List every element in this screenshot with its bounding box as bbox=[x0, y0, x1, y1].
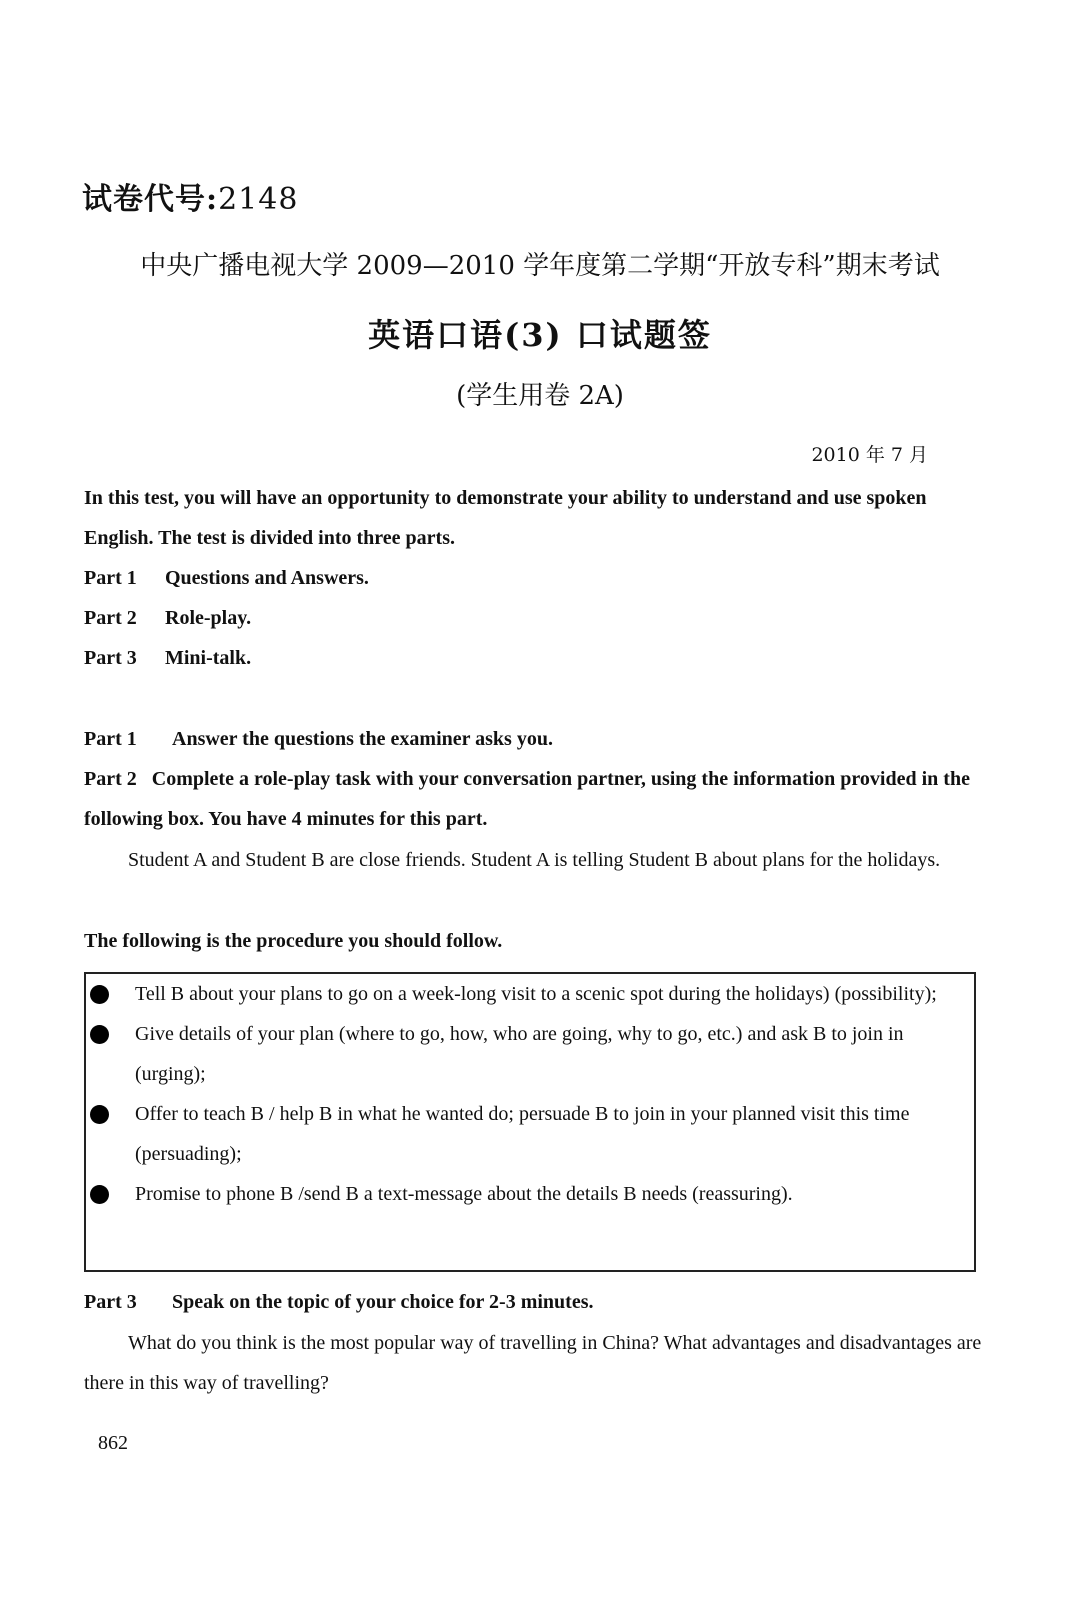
part3-line bbox=[84, 1282, 996, 1322]
procedure-heading: The following is the procedure you should follow. bbox=[84, 930, 503, 952]
part3-section bbox=[84, 1282, 996, 1322]
intro-part-3 bbox=[84, 638, 996, 678]
procedure-item-text: Promise to phone B /send B a text-message about the details B needs (reassuring). bbox=[135, 1183, 793, 1205]
part3-question: What do you think is the most popular way of travelling in China? What advantages and disadvantages are there in this way of travelling? bbox=[84, 1332, 982, 1394]
part3-text: Speak on the topic of your choice for 2-3 minutes. bbox=[172, 1291, 594, 1313]
part1-line bbox=[84, 719, 996, 759]
part2-scenario: Student A and Student B are close friends. Student A is telling Student B about plans for the holidays. bbox=[128, 849, 941, 871]
part2-section bbox=[84, 759, 996, 839]
procedure-item-text: Offer to teach B / help B in what he wanted do; persuade B to join in your planned visit this time (persuading); bbox=[135, 1103, 910, 1165]
procedure-item bbox=[86, 1094, 974, 1174]
exam-code-label: 试卷代号: bbox=[82, 182, 219, 217]
exam-code-number: 2148 bbox=[218, 182, 299, 217]
bullet-icon bbox=[90, 1185, 109, 1204]
bullet-icon bbox=[90, 1105, 109, 1124]
intro-part-1-label: Part 1 bbox=[84, 567, 137, 589]
procedure-item-text: Tell B about your plans to go on a week-long visit to a scenic spot during the holidays) (possibility); bbox=[135, 983, 937, 1005]
part1-text: Answer the questions the examiner asks you. bbox=[172, 728, 553, 750]
page-title: 英语口语(3) 口试题签 bbox=[368, 316, 712, 354]
intro-part-1 bbox=[84, 558, 996, 598]
university-line: 中央广播电视大学 2009—2010 学年度第二学期“开放专科”期末考试 bbox=[140, 251, 940, 281]
exam-date: 2010 年 7 月 bbox=[811, 444, 928, 466]
procedure-item bbox=[86, 974, 974, 1014]
part3-label: Part 3 bbox=[84, 1291, 137, 1313]
bullet-icon bbox=[90, 1025, 109, 1044]
procedure-item bbox=[86, 1174, 974, 1214]
procedure-item bbox=[86, 1014, 974, 1094]
intro-part-3-text: Mini-talk. bbox=[165, 647, 252, 669]
procedure-item-text: Give details of your plan (where to go, how, who are going, why to go, etc.) and ask B to join in (urging); bbox=[135, 1023, 904, 1085]
intro-part-2 bbox=[84, 598, 996, 638]
exam-code bbox=[82, 174, 298, 218]
intro-part-2-label: Part 2 bbox=[84, 607, 137, 629]
part1-label: Part 1 bbox=[84, 728, 137, 750]
page-number: 862 bbox=[98, 1432, 128, 1454]
part2-label: Part 2 bbox=[84, 768, 137, 790]
intro-part-1-text: Questions and Answers. bbox=[165, 567, 369, 589]
intro-part-3-label: Part 3 bbox=[84, 647, 137, 669]
intro-text: In this test, you will have an opportunity to demonstrate your ability to understand and use spoken English. The test is divided into three parts. bbox=[84, 487, 927, 549]
procedure-box bbox=[84, 972, 976, 1272]
part2-text: Complete a role-play task with your conversation partner, using the information provided in the following box. You have 4 minutes for this part. bbox=[84, 768, 970, 830]
intro-part-2-text: Role-play. bbox=[165, 607, 252, 629]
intro-parts bbox=[84, 558, 996, 678]
bullet-icon bbox=[90, 985, 109, 1004]
part1-section bbox=[84, 719, 996, 759]
page-subtitle: (学生用卷 2A) bbox=[456, 381, 624, 411]
